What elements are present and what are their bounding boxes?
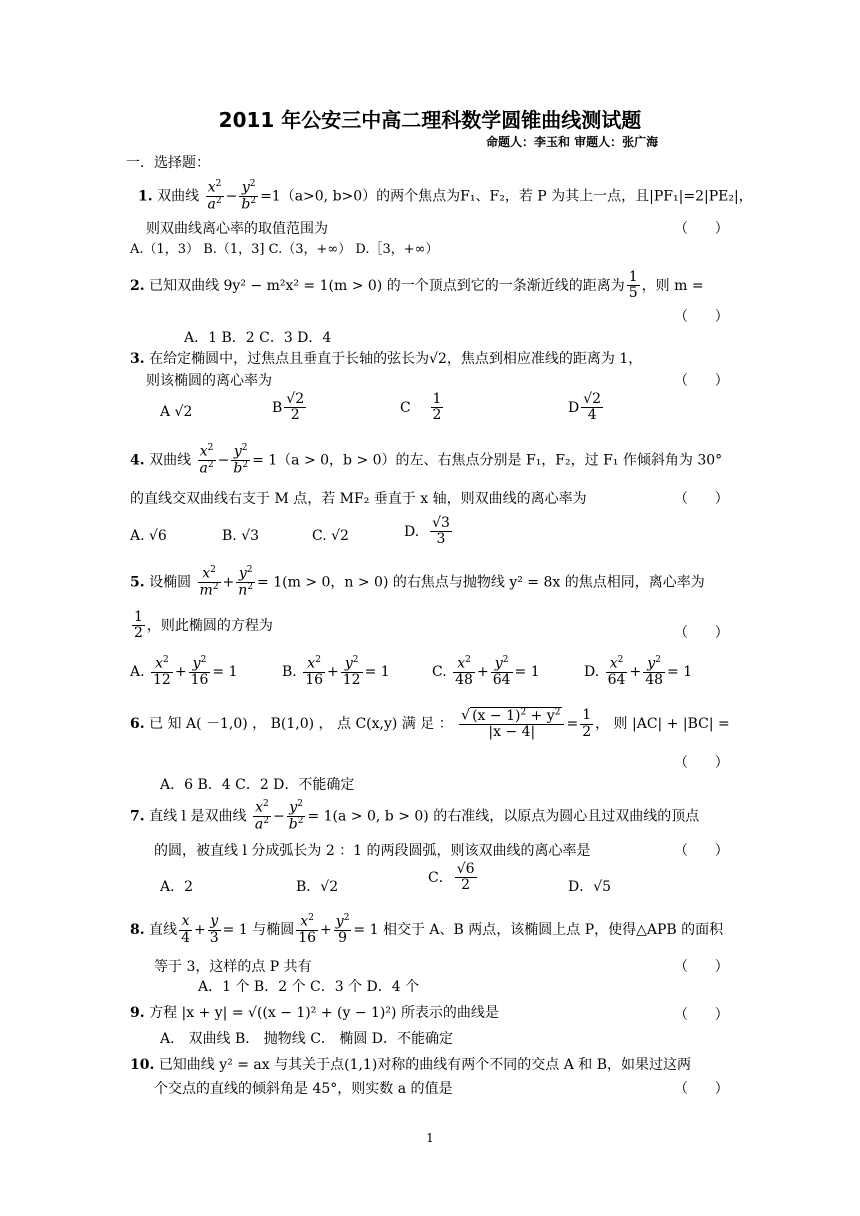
option-a: A．2 [160,879,194,895]
answer-options: A． 双曲线 B． 抛物线 C． 椭圆 D．不能确定 [160,1031,454,1047]
question-7: 7. 直线 l 是双曲线 $\frac{x^2}{a^2}$ − $\frac{y^2}{b^2}$ = 1(a > 0, b > 0) 的右准线，以原点为圆心且过双曲线的顶点 [130,799,700,833]
question-2 [130,270,704,302]
question-5: 5. 设椭圆 $\frac{x^2}{m^2}$ + $\frac{y^2}{n^2}$ = 1(m > 0，n > 0) 的右焦点与抛物线 y² = 8x 的焦点相同，离心率为 [130,565,705,599]
answer-blank: （ ） [674,843,729,859]
question-text: 双曲线 [157,188,200,205]
page-number: 1 [426,1131,434,1145]
question-text: （a>0, b>0）的两个焦点为F₁、F₂，若 P 为其上一点，且|PF₁|=2|PE₂|， [280,188,753,205]
answer-blank: （ ） [674,1007,729,1023]
option-c: C. √2 [312,528,349,544]
answer-options: A．6 B．4 C．2 D．不能确定 [160,777,355,793]
answer-blank: （ ） [674,373,729,389]
formula-fraction: $\frac{x^2}{a^2}$ [207,179,222,213]
question-9 [130,1002,499,1022]
question-text: = 1(a > 0, b > 0) 的右准线，以原点为圆心且过双曲线的顶点 [307,808,700,825]
question-number: 1. [138,188,153,205]
answer-options: A．1 B．2 C．3 D．4 [184,330,332,346]
question-text: 的直线交双曲线右支于 M 点，若 MF₂ 垂直于 x 轴，则双曲线的离心率为 [130,491,587,507]
question-number: 5. [130,574,145,591]
option-c: C． $\frac{√6}{2}$ [428,861,475,894]
answer-blank: （ ） [674,491,729,507]
question-4: 4. 双曲线 $\frac{x^2}{a^2}$ − $\frac{y^2}{b^2}$ = 1（a > 0，b > 0）的左、右焦点分别是 F₁，F₂，过 F₁ 作倾斜角为 30° [130,443,723,477]
question-text: = 1（a > 0，b > 0）的左、右焦点分别是 F₁，F₂，过 F₁ 作倾斜角为 30° [252,452,723,469]
question-text: = 1(m > 0，n > 0) 的右焦点与抛物线 y² = 8x 的焦点相同，离心率为 [257,574,705,591]
question-text: 的圆，被直线 l 分成弧长为 2 ：1 的两段圆弧，则该双曲线的离心率是 [154,843,591,859]
question-text: 等于 3，这样的点 P 共有 [154,959,312,975]
option-d: D. $\frac{x^2}{64}$ + $\frac{y^2}{48}$ = 1 [584,655,693,689]
question-3 [130,348,642,368]
option-b: B. $\frac{x^2}{16}$ + $\frac{y^2}{12}$ = 1 [282,655,390,689]
formula-fraction: $\frac{y^2}{n^2}$ [238,565,254,599]
question-number: 9. [130,1005,145,1021]
question-text: 双曲线 [149,452,192,469]
answer-blank: （ ） [674,309,729,325]
question-text: 直线 [149,922,178,939]
answer-options: A．1 个 B．2 个 C．3 个 D．4 个 [198,979,420,995]
question-number: 10. [130,1057,155,1073]
author-line: 命题人：李玉和 审题人：张广海 [486,135,659,149]
question-number: 2. [130,277,145,294]
question-number: 8. [130,922,145,939]
question-text: 设椭圆 [149,574,192,591]
option-b: B. √3 [222,528,260,544]
answer-blank: （ ） [674,959,729,975]
question-text: 在给定椭圆中，过焦点且垂直于长轴的弦长为√2，焦点到相应准线的距离为 1， [149,351,643,367]
question-text: 则双曲线离心率的取值范围为 [146,221,328,237]
option-a: A. $\frac{x^2}{12}$ + $\frac{y^2}{16}$ = 1 [130,655,238,689]
formula-fraction: $\frac{x^2}{a^2}$ [254,799,270,833]
section-heading: 一．选择题： [126,155,210,171]
question-number: 6. [130,716,145,733]
question-text: 方程 |x + y| = √((x − 1)² + (y − 1)²) 所表示的曲线是 [149,1005,499,1021]
question-text: 直线 l 是双曲线 [149,808,247,825]
question-10 [130,1054,691,1074]
formula-fraction: $\frac{y^2}{b^2}$ [241,179,257,213]
answer-options: A.（1，3） B.（1，3] C.（3，+∞） D.［3，+∞） [130,242,439,257]
question-text: = 1 与椭圆 [222,922,295,939]
answer-blank: （ ） [674,755,729,771]
option-c: C $\frac{1}{2}$ [400,391,442,424]
question-5-line2: $\frac{1}{2}$ ，则此椭圆的方程为 [134,609,273,642]
answer-blank: （ ） [674,221,729,237]
option-b: B．√2 [296,879,339,895]
question-number: 3. [130,351,145,367]
question-number: 7. [130,808,145,825]
option-d: D. $\frac{√3}{3}$ [404,515,450,548]
question-1: 1. 双曲线 $\frac{x^2}{a^2}$ − $\frac{y^2}{b^2}$ =1（a>0, b>0）的两个焦点为F₁、F₂，若 P 为其上一点，且|PF₁|=2|PE₂|， [138,179,753,213]
question-text: 已 知 A( －1,0) ， B(1,0) ， 点 C(x,y) 满 足 ： [149,716,453,733]
answer-blank: （ ） [674,1081,729,1097]
option-c: C. $\frac{x^2}{48}$ + $\frac{y^2}{64}$ = 1 [432,655,540,689]
question-6: 6. 已 知 A( －1,0) ， B(1,0) ， 点 C(x,y) 满 足 ： $\frac{√ (x - 1)^2 + y^2}{|x - 4|}$ = $\frac{1}{2}$ ， 则 |AC| + |BC| = [130,707,730,741]
option-d: D．√5 [568,879,612,895]
question-8: 8. 直线 $\frac{x}{4}$ + $\frac{y}{3}$ = 1 与椭圆 $\frac{x^2}{16}$ + $\frac{y^2}{9}$ = 1 相交于 A、B 两点，该椭圆上点 P，使得△APB 的面积 [130,913,724,947]
formula-fraction: $\frac{√ (x - 1)^2 + y^2}{|x - 4|}$ [459,708,564,740]
formula-fraction: $\frac{x^2}{m^2}$ [199,565,219,599]
page-title: 2011 年公安三中高二理科数学圆锥曲线测试题 [218,108,642,132]
question-text: ， 则 |AC| + |BC| = [595,716,730,733]
question-number: 4. [130,452,145,469]
formula-fraction: $\frac{x^2}{a^2}$ [199,443,214,477]
question-text: 个交点的直线的倾斜角是 45°，则实数 a 的值是 [154,1081,453,1097]
question-text: ，则 m = [641,277,704,294]
question-text: 已知曲线 y² = ax 与其关于点(1,1)对称的曲线有两个不同的交点 A 和 B，如果过这两 [158,1057,692,1073]
question-text: = 1 相交于 A、B 两点，该椭圆上点 P，使得△APB 的面积 [353,922,724,939]
option-a: A √2 [160,404,193,420]
option-a: A. √6 [130,528,167,544]
option-d: D $\frac{√2}{4}$ [568,391,602,424]
question-text: 则该椭圆的离心率为 [146,373,272,389]
question-text: 已知双曲线 9y² − m²x² = 1(m > 0) 的一个顶点到它的一条渐近线的距离为 [149,277,625,294]
answer-blank: （ ） [674,625,729,641]
formula-fraction: $\frac{y^2}{b^2}$ [288,799,304,833]
formula-fraction: $\frac{y^2}{b^2}$ [233,443,249,477]
option-b: B $\frac{√2}{2}$ [272,391,305,424]
formula-fraction: $\frac{1}{5}$ [628,269,638,302]
